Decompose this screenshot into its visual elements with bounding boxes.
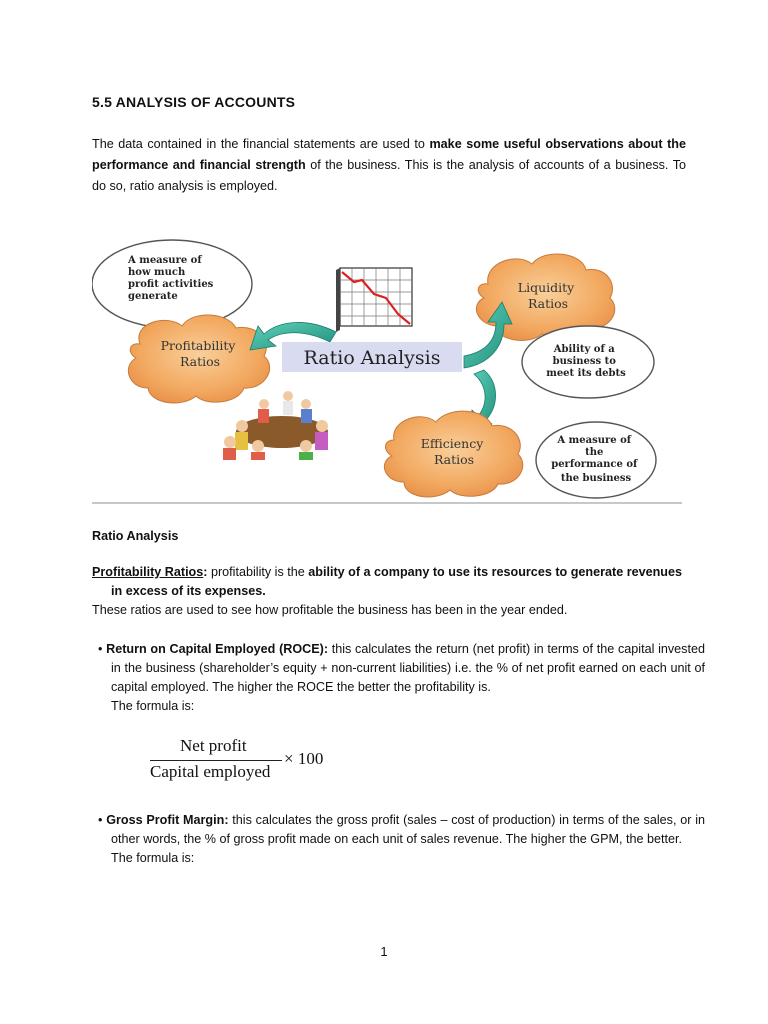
intro-text-rest: of the business. This is the analysis of accounts of a business. To do so, ratio analysis is employed. (92, 158, 687, 193)
efficiency-cloud-line-1: Efficiency (420, 436, 484, 451)
profitability-paragraph (92, 563, 686, 620)
note-efficiency-line-1: A measure of (557, 435, 632, 446)
note-liquidity-line-1: Ability of a (553, 344, 615, 355)
formula-multiplier: × 100 (284, 749, 324, 768)
note-profit-line-1: A measure of (128, 255, 202, 266)
note-liquidity-line-3: meet its debts (546, 368, 626, 379)
profitability-cloud-line-2: Ratios (179, 354, 221, 369)
gpm-bullet: • (98, 813, 103, 827)
profitability-text: profitability is the (207, 565, 309, 579)
ratio-analysis-diagram (92, 236, 686, 510)
profitability-definition: Profitability Ratios: profitability is the ability of a company to use its resources to generate revenues in excess of its expenses. (92, 565, 683, 598)
roce-formula-intro: The formula is: (111, 699, 195, 713)
gpm-formula-intro: The formula is: (111, 851, 195, 865)
profitability-line-2: These ratios are used to see how profitable the business has been in the year ended. (92, 603, 568, 617)
chart-icon (336, 268, 412, 332)
intro-bold-text: make some useful observations about the performance and financial strength (92, 137, 686, 172)
roce-label: Return on Capital Employed (ROCE): (106, 642, 329, 656)
center-label-text: Ratio Analysis (303, 347, 441, 369)
page-number: 1 (380, 944, 388, 959)
note-profit-line-3: profit activities (128, 279, 214, 290)
gpm-text: this calculates the gross profit (sales – cost of production) in terms of the sales, or in other words, the % of gross profit made on each unit of sales revenue. The higher the GPM, the better. (111, 813, 706, 846)
formula-numerator: Net profit (180, 736, 247, 755)
roce-formula (150, 736, 350, 788)
profitability-cloud-line-1: Profitability (160, 338, 236, 353)
liquidity-cloud-line-2: Ratios (527, 296, 569, 311)
center-label (282, 342, 462, 372)
liquidity-cloud-line-1: Liquidity (517, 280, 575, 295)
intro-paragraph (92, 134, 686, 197)
intro-text: The data contained in the financial statements are used to (92, 137, 430, 151)
roce-text: this calculates the return (net profit) in terms of the capital invested in the business (shareholder’s equity + non-current liabilities) i.e. the % of net profit earned on each unit of capital employed. The higher the ROCE the better the profitability is. (111, 642, 705, 694)
ratio-analysis-title: Ratio Analysis (92, 529, 179, 543)
roce-paragraph (92, 640, 705, 716)
profitability-cloud (128, 315, 269, 403)
note-bubble-liquidity (522, 326, 654, 398)
note-efficiency-line-3: performance of (551, 459, 638, 470)
figure-divider (92, 502, 682, 504)
gpm-paragraph (92, 811, 705, 868)
efficiency-cloud-line-2: Ratios (433, 452, 475, 467)
note-profit-line-2: how much (128, 267, 186, 278)
note-efficiency-line-2: the (585, 447, 604, 458)
svg-text:Ability of a business (546, 344, 626, 379)
note-efficiency-line-4: the business (560, 473, 632, 484)
profitability-label: Profitability Ratios (92, 565, 204, 579)
note-profit-line-4: generate (128, 291, 178, 302)
meeting-people-icon (223, 391, 328, 460)
formula-fraction-line (150, 760, 282, 761)
note-bubble-efficiency (536, 422, 656, 498)
note-liquidity-line-2: business to (552, 356, 616, 367)
svg-text:A measure of the (551, 435, 641, 484)
efficiency-cloud (384, 411, 522, 497)
profitability-bold-text: ability of a company to use its resources to generate revenues in excess of its expenses. (111, 565, 683, 598)
gpm-label: Gross Profit Margin: (106, 813, 229, 827)
section-heading: 5.5 ANALYSIS OF ACCOUNTS (92, 94, 296, 110)
roce-bullet: • (98, 642, 103, 656)
formula-denominator: Capital employed (150, 762, 271, 781)
